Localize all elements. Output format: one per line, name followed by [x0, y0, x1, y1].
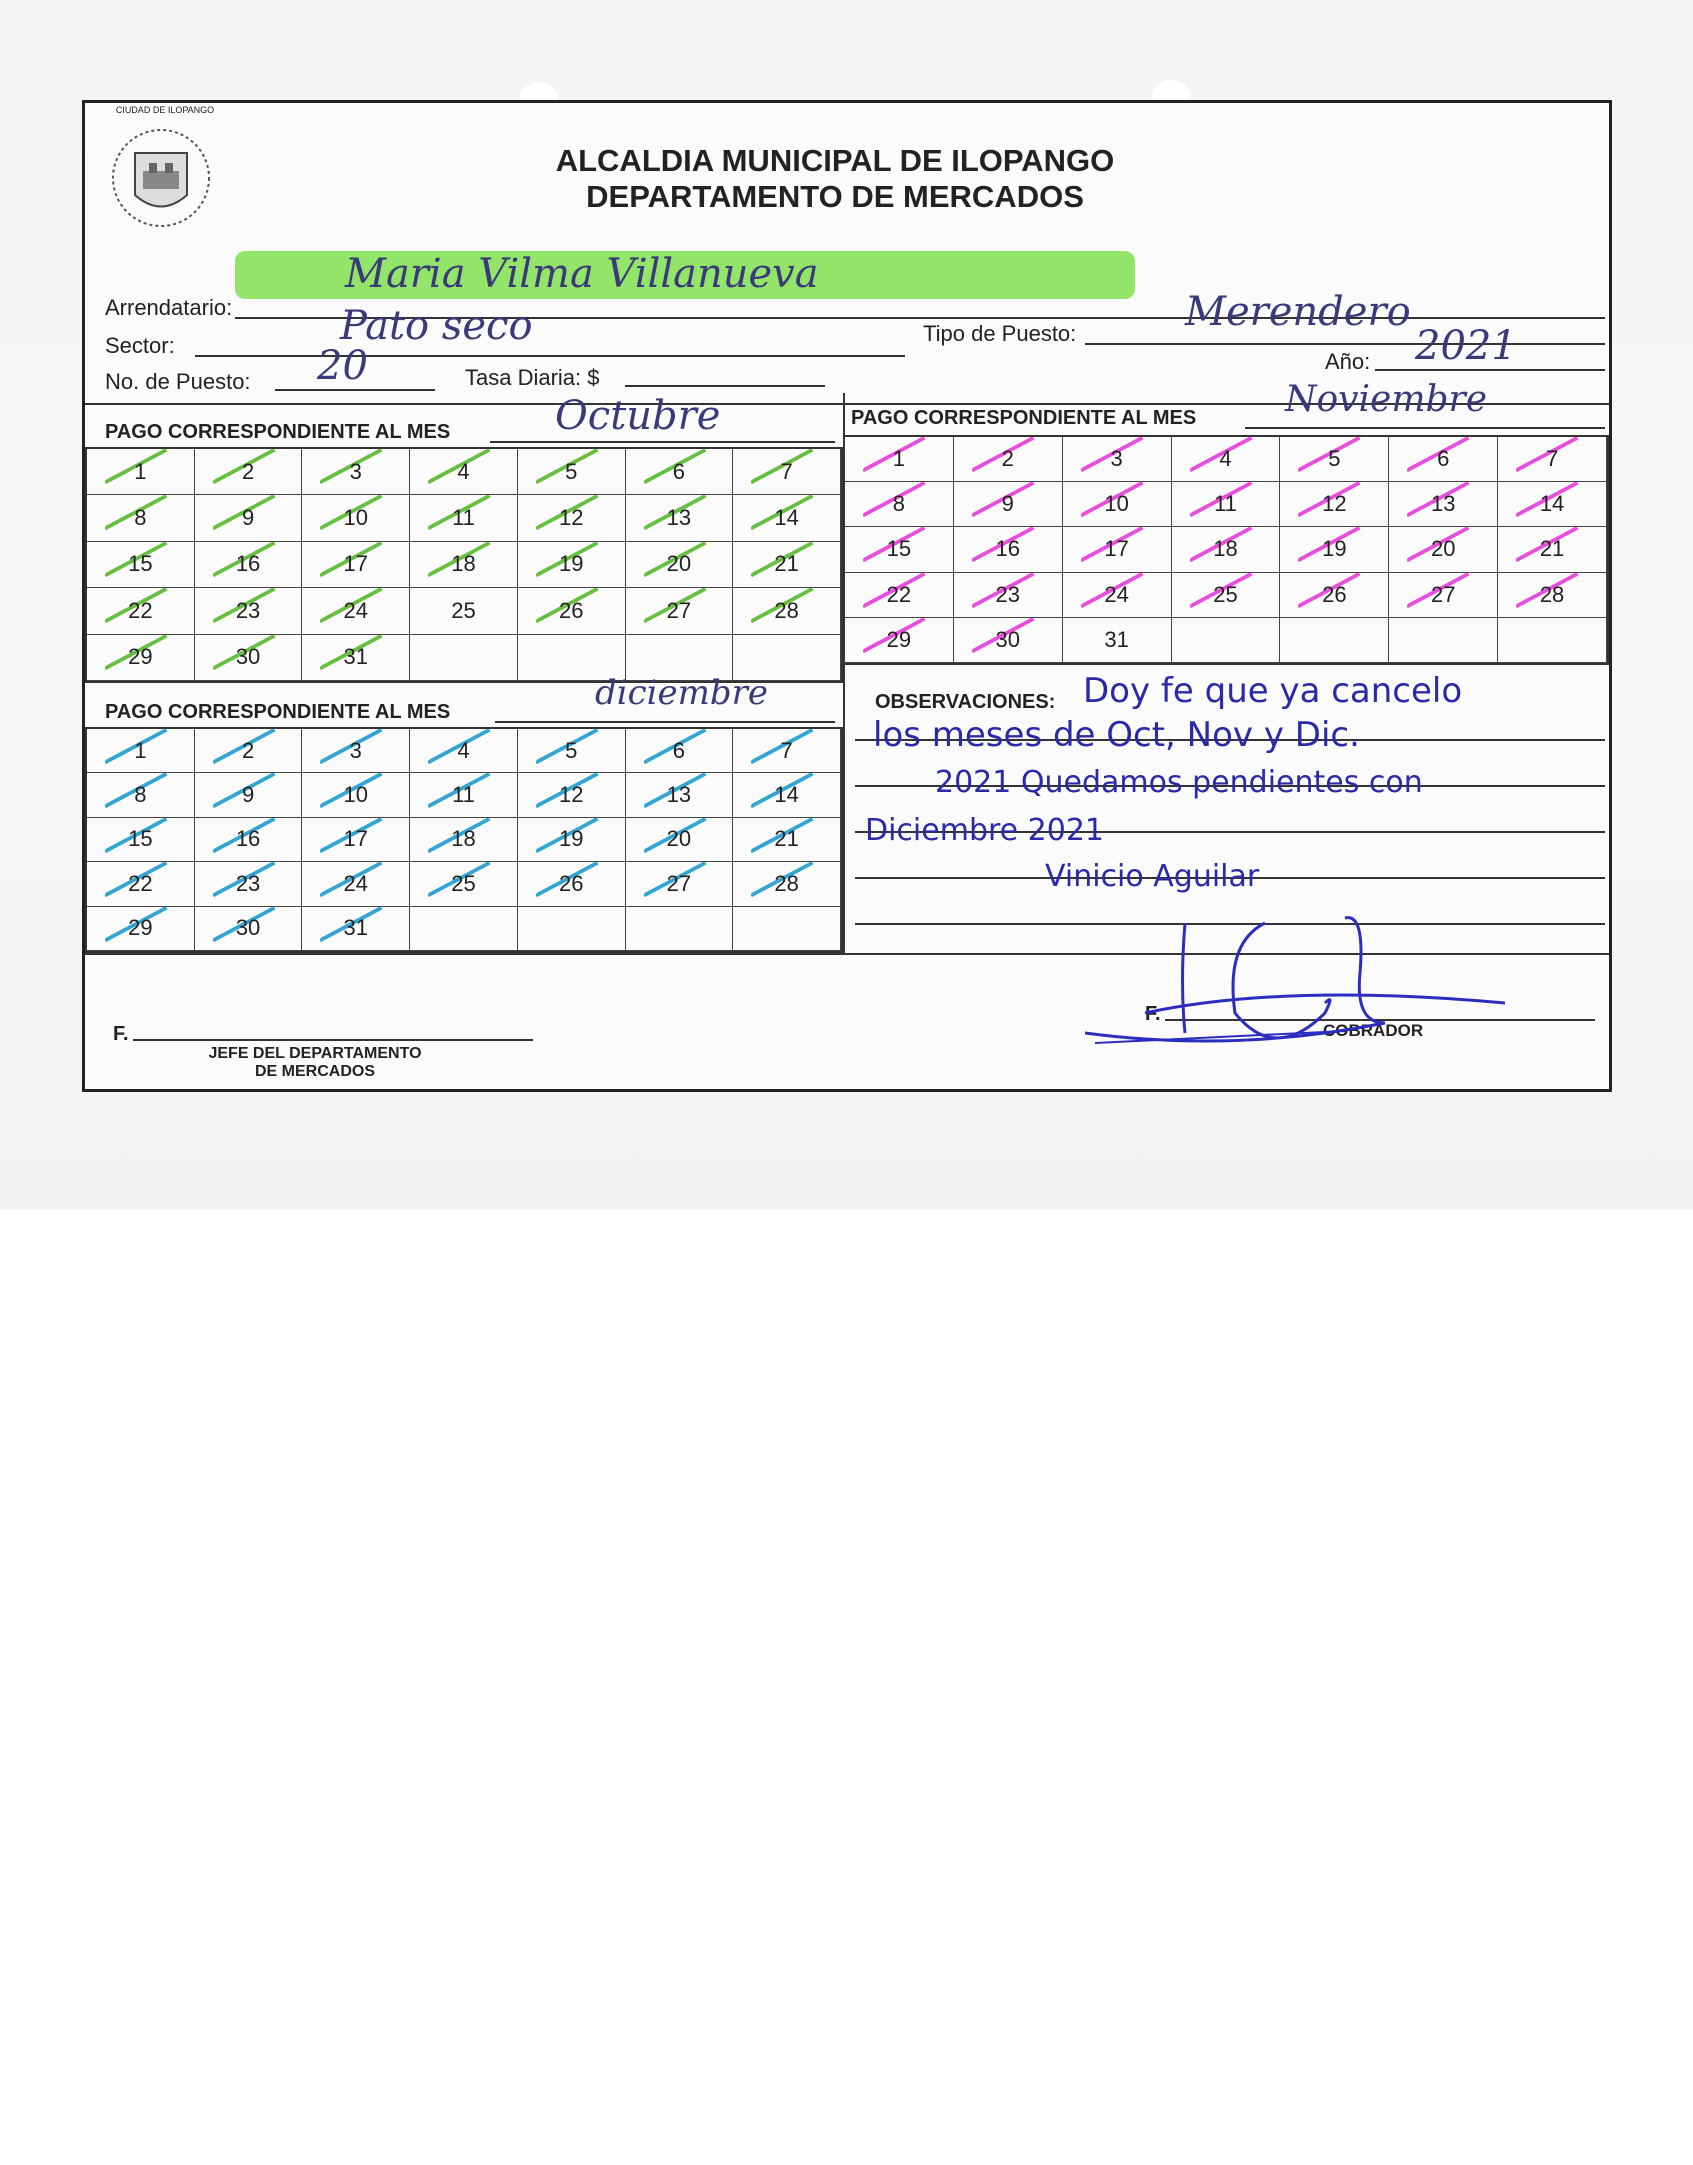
- day-number: 10: [1104, 491, 1129, 517]
- day-number: 11: [452, 505, 475, 531]
- day-number: 2: [241, 458, 255, 484]
- sector-value: Pato seco: [340, 303, 533, 349]
- day-number: 8: [134, 505, 147, 531]
- day-cell: [1063, 437, 1172, 482]
- month2-day-grid: [843, 435, 1609, 665]
- day-number: 28: [1539, 581, 1565, 607]
- day-cell: [518, 907, 626, 951]
- day-number: 28: [774, 870, 799, 896]
- day-number: 22: [886, 581, 912, 607]
- sector-line: [195, 355, 905, 357]
- day-number: 5: [565, 737, 578, 763]
- day-cell: [518, 862, 626, 906]
- day-number: 13: [666, 505, 692, 531]
- day-cell: [1172, 573, 1281, 618]
- ilopango-seal-icon: [105, 123, 217, 233]
- day-cell: [954, 618, 1063, 663]
- day-number: 30: [235, 915, 261, 941]
- day-number: 1: [892, 446, 906, 472]
- day-number: 18: [451, 826, 476, 852]
- day-number: 17: [343, 551, 369, 577]
- day-cell: [1389, 527, 1498, 572]
- day-number: 15: [886, 536, 912, 562]
- day-cell: [1498, 573, 1607, 618]
- day-cell: [954, 527, 1063, 572]
- day-number: 4: [457, 737, 470, 763]
- arrendatario-label: Arrendatario:: [105, 295, 233, 320]
- day-cell: [410, 495, 518, 541]
- day-number: 20: [1430, 536, 1456, 562]
- day-cell: [302, 907, 410, 951]
- day-cell: [195, 862, 303, 906]
- header-title: ALCALDIA MUNICIPAL DE ILOPANGO: [555, 143, 1115, 178]
- month1-day-grid: [85, 447, 843, 683]
- day-cell: [1280, 482, 1389, 527]
- jefe-signature-line: [133, 1039, 533, 1041]
- day-cell: [87, 907, 195, 951]
- day-cell: [1280, 437, 1389, 482]
- day-cell: [195, 588, 303, 634]
- day-number: 22: [128, 597, 153, 623]
- day-number: 9: [241, 505, 255, 531]
- day-number: 16: [235, 826, 261, 852]
- day-cell: [845, 482, 954, 527]
- cobrador-label: COBRADOR: [1323, 1021, 1424, 1040]
- obs-text-5: Vinicio Aguilar: [1045, 859, 1260, 894]
- tipo-puesto-value: Merendero: [1185, 289, 1411, 335]
- month2-value: Noviembre: [1285, 379, 1488, 420]
- day-cell: [1498, 618, 1607, 663]
- day-number: 30: [235, 644, 261, 670]
- day-cell: [626, 588, 734, 634]
- header-subtitle: DEPARTAMENTO DE MERCADOS: [586, 179, 1084, 214]
- day-cell: [1063, 618, 1172, 663]
- day-cell: [518, 773, 626, 817]
- day-cell: [410, 773, 518, 817]
- payment-card: [82, 100, 1612, 1092]
- day-cell: [1280, 527, 1389, 572]
- day-number: 28: [774, 597, 799, 623]
- day-cell: [87, 495, 195, 541]
- day-cell: [1389, 573, 1498, 618]
- day-number: 26: [1322, 581, 1347, 607]
- day-number: 10: [343, 505, 369, 531]
- day-number: 15: [128, 826, 153, 852]
- day-number: 10: [343, 782, 369, 808]
- day-cell: [733, 818, 841, 862]
- day-number: 22: [128, 870, 153, 896]
- jefe-label-2: DE MERCADOS: [254, 1063, 375, 1080]
- day-number: 29: [886, 626, 912, 652]
- day-number: 3: [1110, 446, 1123, 472]
- day-number: 16: [995, 536, 1021, 562]
- day-number: 1: [134, 737, 147, 763]
- day-number: 17: [1104, 536, 1129, 562]
- day-number: 31: [1104, 626, 1129, 652]
- day-number: 19: [1322, 536, 1347, 562]
- day-cell: [1063, 482, 1172, 527]
- day-number: 25: [451, 597, 476, 623]
- day-cell: [87, 862, 195, 906]
- day-cell: [195, 729, 303, 773]
- day-cell: [518, 542, 626, 588]
- day-cell: [845, 527, 954, 572]
- day-number: 21: [774, 826, 799, 852]
- day-cell: [1063, 527, 1172, 572]
- day-cell: [410, 862, 518, 906]
- obs-text-2: los meses de Oct, Nov y Dic.: [873, 715, 1360, 755]
- day-cell: [302, 773, 410, 817]
- day-number: 11: [452, 782, 475, 808]
- day-number: 8: [892, 491, 906, 517]
- puesto-line: [275, 389, 435, 391]
- day-cell: [518, 818, 626, 862]
- tipo-puesto-line: [1085, 343, 1605, 345]
- day-cell: [1280, 618, 1389, 663]
- day-number: 30: [995, 626, 1021, 652]
- day-cell: [733, 542, 841, 588]
- day-number: 6: [672, 737, 686, 763]
- jefe-label-1: JEFE DEL DEPARTAMENTO: [208, 1045, 422, 1062]
- day-cell: [87, 729, 195, 773]
- day-cell: [626, 773, 734, 817]
- day-number: 25: [1213, 581, 1238, 607]
- day-cell: [733, 907, 841, 951]
- day-cell: [302, 729, 410, 773]
- day-cell: [87, 588, 195, 634]
- day-cell: [626, 862, 734, 906]
- day-number: 19: [558, 826, 584, 852]
- anio-value: 2021: [1415, 323, 1517, 369]
- tasa-line: [625, 385, 825, 387]
- day-cell: [845, 573, 954, 618]
- month2-title: PAGO CORRESPONDIENTE AL MES: [851, 407, 1197, 429]
- day-cell: [733, 729, 841, 773]
- day-number: 26: [558, 870, 584, 896]
- day-number: 7: [1545, 446, 1559, 472]
- day-cell: [87, 635, 195, 681]
- day-number: 4: [457, 458, 470, 484]
- day-cell: [1389, 482, 1498, 527]
- day-number: 15: [128, 551, 153, 577]
- day-number: 14: [1539, 491, 1565, 517]
- day-number: 2: [1001, 446, 1014, 472]
- day-cell: [626, 449, 734, 495]
- day-number: 6: [672, 458, 686, 484]
- day-cell: [626, 542, 734, 588]
- day-cell: [410, 588, 518, 634]
- anio-label: Año:: [1325, 349, 1371, 374]
- day-number: 24: [343, 870, 369, 896]
- day-cell: [733, 773, 841, 817]
- day-number: 27: [1430, 581, 1456, 607]
- day-cell: [302, 818, 410, 862]
- day-cell: [954, 482, 1063, 527]
- tasa-label: Tasa Diaria: $: [465, 365, 600, 390]
- day-number: 18: [1213, 536, 1238, 562]
- day-number: 19: [558, 551, 584, 577]
- day-number: 27: [666, 870, 692, 896]
- day-cell: [302, 862, 410, 906]
- day-number: 13: [1430, 491, 1456, 517]
- observaciones-label: OBSERVACIONES:: [875, 691, 1056, 713]
- day-number: 7: [780, 737, 793, 763]
- day-number: 20: [666, 826, 692, 852]
- day-cell: [87, 773, 195, 817]
- month3-day-grid: [85, 727, 843, 953]
- day-cell: [302, 542, 410, 588]
- day-number: 29: [128, 644, 153, 670]
- day-number: 8: [134, 782, 147, 808]
- sector-label: Sector:: [105, 333, 175, 358]
- obs-text-3: 2021 Quedamos pendientes con: [935, 765, 1423, 800]
- day-cell: [1389, 437, 1498, 482]
- day-cell: [87, 542, 195, 588]
- day-number: 24: [343, 597, 369, 623]
- day-cell: [626, 818, 734, 862]
- day-number: 9: [241, 782, 255, 808]
- day-number: 2: [241, 737, 255, 763]
- day-cell: [518, 588, 626, 634]
- day-cell: [626, 729, 734, 773]
- day-cell: [845, 618, 954, 663]
- day-number: 3: [349, 737, 362, 763]
- day-number: 23: [235, 597, 261, 623]
- f-left-label: F.: [113, 1023, 129, 1045]
- day-cell: [302, 495, 410, 541]
- day-number: 29: [128, 915, 153, 941]
- day-cell: [87, 449, 195, 495]
- day-cell: [195, 449, 303, 495]
- day-cell: [1063, 573, 1172, 618]
- day-number: 17: [343, 826, 369, 852]
- day-cell: [410, 907, 518, 951]
- day-cell: [626, 495, 734, 541]
- day-number: 18: [451, 551, 476, 577]
- month1-line: [490, 441, 835, 443]
- day-cell: [195, 773, 303, 817]
- month1-value: Octubre: [555, 393, 721, 439]
- day-cell: [195, 818, 303, 862]
- day-number: 12: [558, 505, 584, 531]
- day-cell: [845, 437, 954, 482]
- day-cell: [626, 907, 734, 951]
- day-number: 5: [565, 458, 578, 484]
- month1-title: PAGO CORRESPONDIENTE AL MES: [105, 421, 451, 443]
- day-cell: [954, 573, 1063, 618]
- month3-line: [495, 721, 835, 723]
- day-cell: [733, 449, 841, 495]
- day-number: 23: [995, 581, 1021, 607]
- day-number: 23: [235, 870, 261, 896]
- day-cell: [302, 588, 410, 634]
- day-number: 16: [235, 551, 261, 577]
- f-right-label: F.: [1145, 1003, 1161, 1025]
- cobrador-signature: [1085, 903, 1505, 1063]
- day-cell: [410, 449, 518, 495]
- day-number: 14: [774, 505, 799, 531]
- day-cell: [302, 449, 410, 495]
- puesto-value: 20: [317, 343, 368, 389]
- month2-line: [1245, 427, 1605, 429]
- day-cell: [954, 437, 1063, 482]
- day-cell: [410, 542, 518, 588]
- day-cell: [518, 449, 626, 495]
- puesto-label: No. de Puesto:: [105, 369, 251, 394]
- day-cell: [1172, 437, 1281, 482]
- obs-text-4: Diciembre 2021: [865, 813, 1105, 848]
- day-cell: [1498, 527, 1607, 572]
- day-number: 24: [1104, 581, 1129, 607]
- day-cell: [733, 588, 841, 634]
- day-number: 6: [1437, 446, 1450, 472]
- day-cell: [1389, 618, 1498, 663]
- day-cell: [1172, 527, 1281, 572]
- seal-text: CIUDAD DE ILOPANGO: [115, 105, 215, 115]
- day-number: 25: [451, 870, 476, 896]
- day-cell: [518, 495, 626, 541]
- day-cell: [410, 635, 518, 681]
- day-cell: [195, 635, 303, 681]
- arrendatario-value: Maria Vilma Villanueva: [345, 251, 819, 297]
- day-number: 27: [666, 597, 692, 623]
- day-cell: [302, 635, 410, 681]
- day-number: 21: [1539, 536, 1565, 562]
- day-number: 12: [558, 782, 584, 808]
- day-cell: [733, 862, 841, 906]
- day-number: 31: [343, 915, 369, 941]
- day-number: 5: [1328, 446, 1341, 472]
- day-number: 9: [1001, 491, 1014, 517]
- day-cell: [1172, 618, 1281, 663]
- day-cell: [1498, 437, 1607, 482]
- day-number: 26: [558, 597, 584, 623]
- day-cell: [518, 729, 626, 773]
- day-cell: [1172, 482, 1281, 527]
- obs-text-1: Doy fe que ya cancelo: [1083, 671, 1463, 711]
- day-cell: [195, 495, 303, 541]
- day-cell: [87, 818, 195, 862]
- day-number: 31: [343, 644, 369, 670]
- anio-line: [1375, 369, 1605, 371]
- day-number: 7: [780, 458, 793, 484]
- day-number: 4: [1219, 446, 1232, 472]
- month3-title: PAGO CORRESPONDIENTE AL MES: [105, 701, 451, 723]
- day-number: 20: [666, 551, 692, 577]
- day-number: 12: [1322, 491, 1347, 517]
- day-number: 1: [134, 458, 147, 484]
- day-number: 13: [666, 782, 692, 808]
- day-cell: [195, 907, 303, 951]
- day-cell: [733, 495, 841, 541]
- day-cell: [410, 729, 518, 773]
- day-cell: [410, 818, 518, 862]
- day-number: 14: [774, 782, 799, 808]
- day-number: 3: [349, 458, 362, 484]
- tipo-puesto-label: Tipo de Puesto:: [923, 321, 1077, 346]
- day-cell: [1280, 573, 1389, 618]
- day-cell: [1498, 482, 1607, 527]
- day-number: 21: [774, 551, 799, 577]
- day-cell: [195, 542, 303, 588]
- month3-value: diciembre: [595, 673, 769, 713]
- day-number: 11: [1214, 491, 1237, 517]
